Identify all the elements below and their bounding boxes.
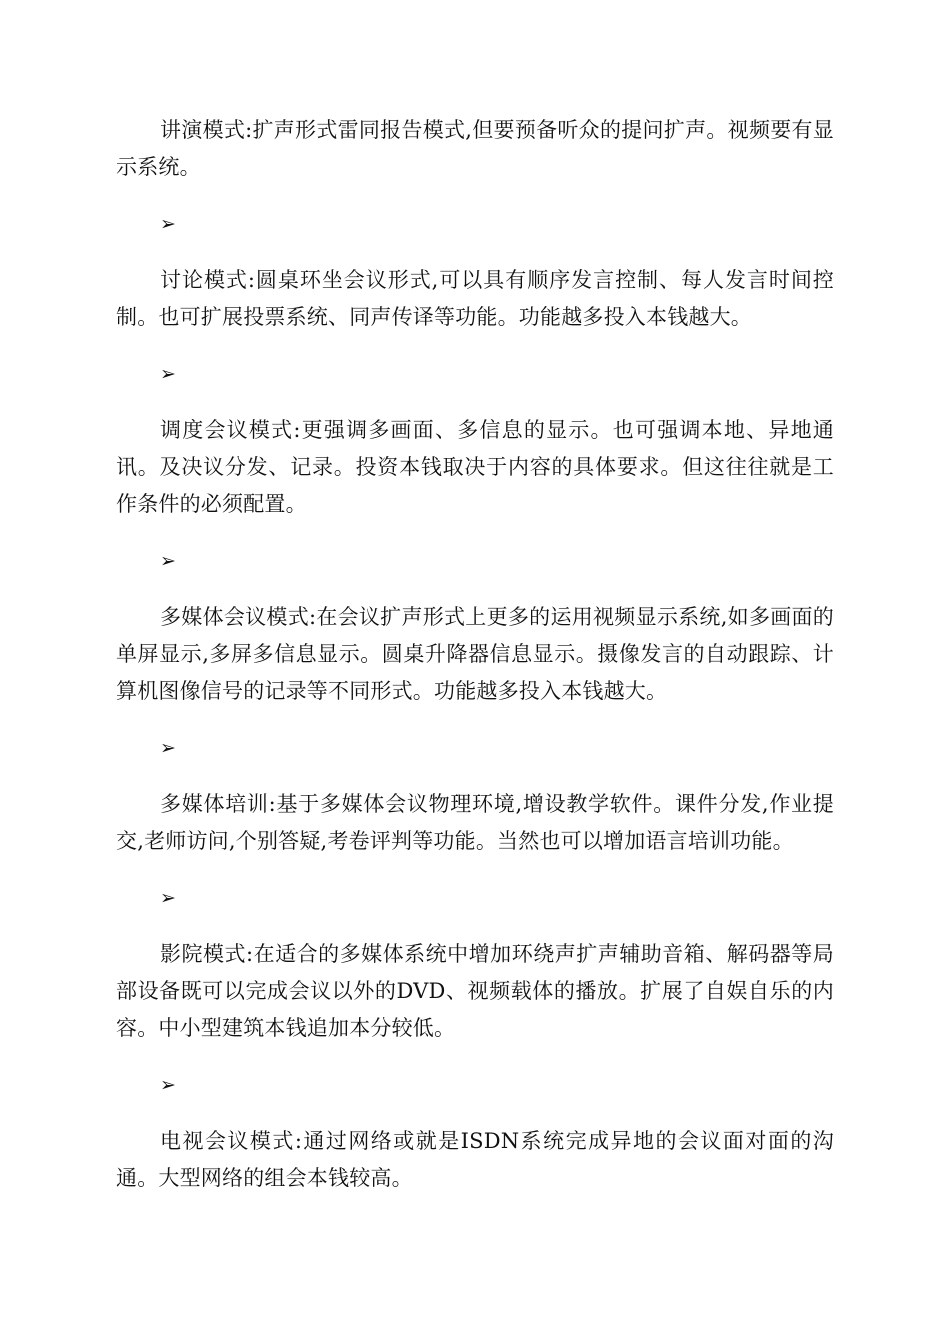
- paragraph-lecture-mode: 讲演模式:扩声形式雷同报告模式,但要预备听众的提问扩声。视频要有显示系统。: [116, 118, 834, 179]
- paragraph-multimedia-meeting-mode: 多媒体会议模式:在会议扩声形式上更多的运用视频显示系统,如多画面的单屏显示,多屏多信息显示。圆桌升降器信息显示。摄像发言的自动跟踪、计算机图像信号的记录等不同形式。功能越多投入本钱越大。: [116, 605, 834, 703]
- paragraph-cinema-mode: 影院模式:在适合的多媒体系统中增加环绕声扩声辅助音箱、解码器等局部设备既可以完成会议以外的DVD、视频载体的播放。扩展了自娱自乐的内容。中小型建筑本钱追加本分较低。: [116, 942, 834, 1040]
- bullet-arrow-icon: ➢: [160, 363, 176, 385]
- document-page: [116, 112, 834, 1197]
- paragraph-video-conference-mode: 电视会议模式:通过网络或就是ISDN系统完成异地的会议面对面的沟通。大型网络的组会本钱较高。: [116, 1129, 834, 1190]
- paragraph-dispatch-meeting-mode: 调度会议模式:更强调多画面、多信息的显示。也可强调本地、异地通讯。及决议分发、记录。投资本钱取决于内容的具体要求。但这往往就是工作条件的必须配置。: [116, 418, 834, 516]
- bullet-arrow-icon: ➢: [160, 887, 176, 909]
- bullet-arrow-icon: ➢: [160, 1074, 176, 1096]
- bullet-arrow-icon: ➢: [160, 213, 176, 235]
- paragraph-multimedia-training: 多媒体培训:基于多媒体会议物理环境,增设教学软件。课件分发,作业提交,老师访问,个别答疑,考卷评判等功能。当然也可以增加语言培训功能。: [116, 792, 834, 853]
- bullet-arrow-icon: ➢: [160, 737, 176, 759]
- paragraph-discussion-mode: 讨论模式:圆桌环坐会议形式,可以具有顺序发言控制、每人发言时间控制。也可扩展投票系统、同声传译等功能。功能越多投入本钱越大。: [116, 268, 834, 329]
- bullet-arrow-icon: ➢: [160, 550, 176, 572]
